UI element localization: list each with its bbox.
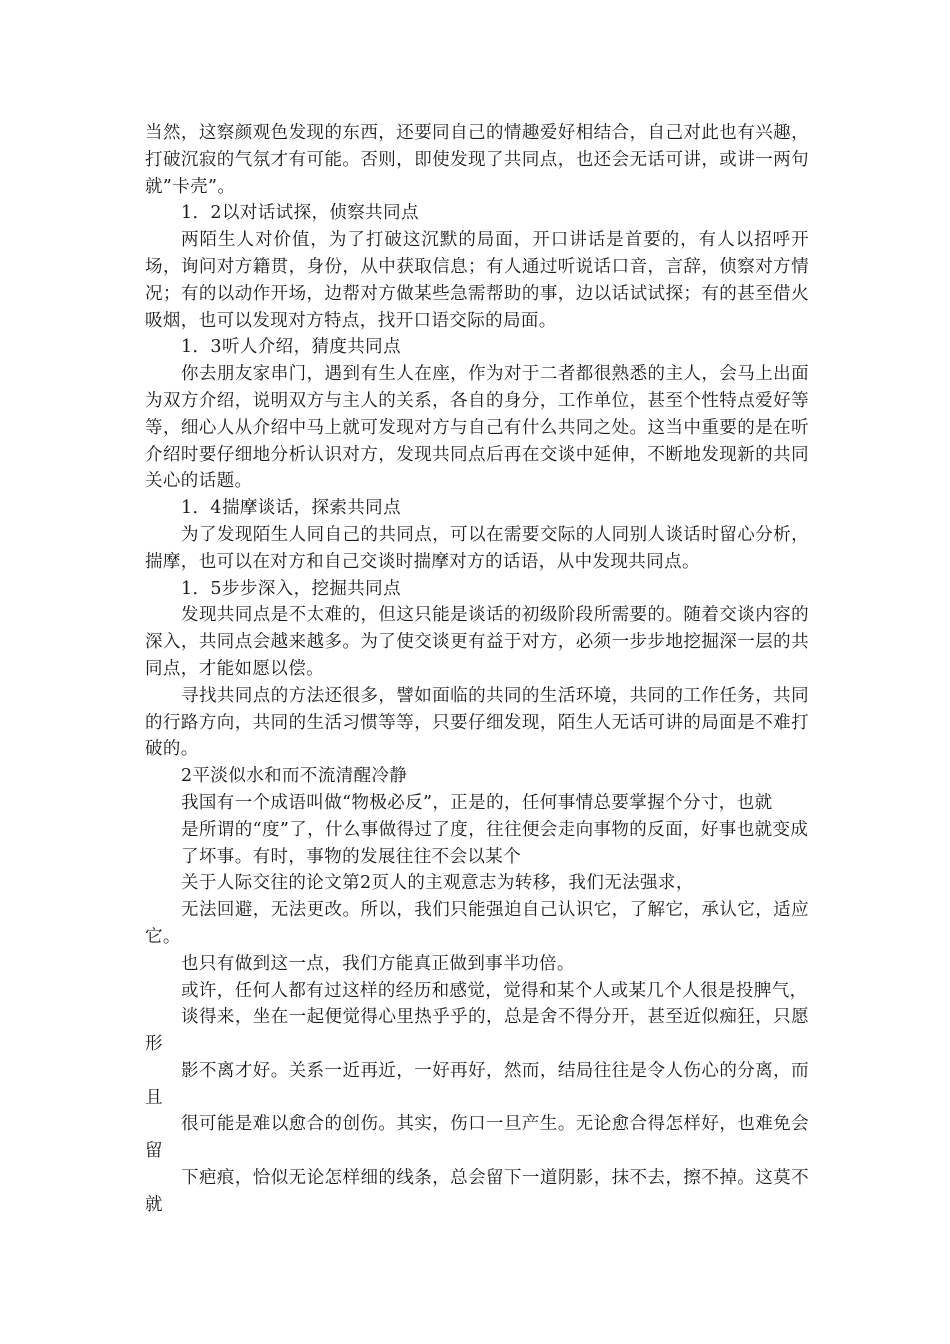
paragraph: 你去朋友家串门，遇到有生人在座，作为对于二者都很熟悉的主人，会马上出面为双方介绍，说明双方与主人的关系，各自的身分，工作单位，甚至个性特点爱好等等，细心人从介绍中马上就可发现对方与自己有什么共同之处。这当中重要的是在听介绍时要仔细地分析认识对方，发现共同点后再在交谈中延伸，不断地发现新的共同关心的话题。 (145, 364, 809, 492)
paragraph-line: 了坏事。有时，事物的发展往往不会以某个 (181, 846, 522, 867)
paragraph: 为了发现陌生人同自己的共同点，可以在需要交际的人同别人谈话时留心分析，揣摩，也可以在对方和自己交谈时揣摩对方的话语，从中发现共同点。 (145, 524, 809, 572)
section-heading-1-5: 1．5步步深入，挖掘共同点 (181, 578, 401, 599)
section-heading-2: 2平淡似水和而不流清醒冷静 (181, 766, 408, 787)
paragraph-intro: 当然，这察颜观色发现的东西，还要同自己的情趣爱好相结合，自己对此也有兴趣，打破沉寂的气氛才有可能。否则，即使发现了共同点，也还会无话可讲，或讲一两句就”卡壳”。 (145, 123, 809, 197)
paragraph: 寻找共同点的方法还很多，譬如面临的共同的生活环境，共同的工作任务，共同的行路方向，共同的生活习惯等等，只要仔细发现，陌生人无话可讲的局面是不难打破的。 (145, 685, 809, 760)
paragraph-line: 无法回避，无法更改。所以，我们只能强迫自己认识它，了解它，承认它，适应它。 (145, 900, 809, 947)
paragraph-line: 是所谓的“度”了，什么事做得过了度，往往便会走向事物的反面，好事也就变成 (181, 819, 809, 840)
paragraph-line: 下疤痕，恰似无论怎样细的线条，总会留下一道阴影，抹不去，擦不掉。这莫不就 (145, 1168, 809, 1215)
section-heading-1-2: 1．2以对话试探，侦察共同点 (181, 203, 419, 224)
section-heading-1-3: 1．3听人介绍，猜度共同点 (181, 337, 401, 358)
paragraph-line: 也只有做到这一点，我们方能真正做到事半功倍。 (181, 953, 575, 974)
section-heading-1-4: 1．4揣摩谈话，探索共同点 (181, 498, 401, 519)
paragraph: 发现共同点是不太难的，但这只能是谈话的初级阶段所需要的。随着交谈内容的深入，共同点会越来越多。为了使交谈更有益于对方，必须一步步地挖掘深一层的共同点，才能如愿以偿。 (145, 605, 809, 679)
paragraph-line: 我国有一个成语叫做“物极必反”，正是的，任何事情总要掌握个分寸，也就 (181, 792, 773, 813)
paragraph-line: 很可能是难以愈合的创伤。其实，伤口一旦产生。无论愈合得怎样好，也难免会留 (145, 1114, 809, 1162)
paragraph-line: 谈得来，坐在一起便觉得心里热乎乎的，总是舍不得分开，甚至近似痴狂，只愿形 (145, 1007, 809, 1055)
paragraph: 两陌生人对价值，为了打破这沉默的局面，开口讲话是首要的，有人以招呼开场，询问对方籍贯，身份，从中获取信息；有人通过听说话口音，言辞，侦察对方情况；有的以动作开场，边帮对方做某些急需帮助的事，边以话试试探；有的甚至借火吸烟，也可以发现对方特点，找开口语交际的局面。 (145, 230, 809, 331)
paragraph-line: 或许，任何人都有过这样的经历和感觉，觉得和某个人或某几个人很是投脾气， (181, 980, 808, 1001)
paragraph-line: 影不离才好。关系一近再近，一好再好，然而，结局往往是令人伤心的分离，而且 (145, 1060, 809, 1108)
document-body (145, 120, 809, 1219)
paragraph-line: 关于人际交往的论文第2页人的主观意志为转移，我们无法强求， (181, 873, 694, 894)
